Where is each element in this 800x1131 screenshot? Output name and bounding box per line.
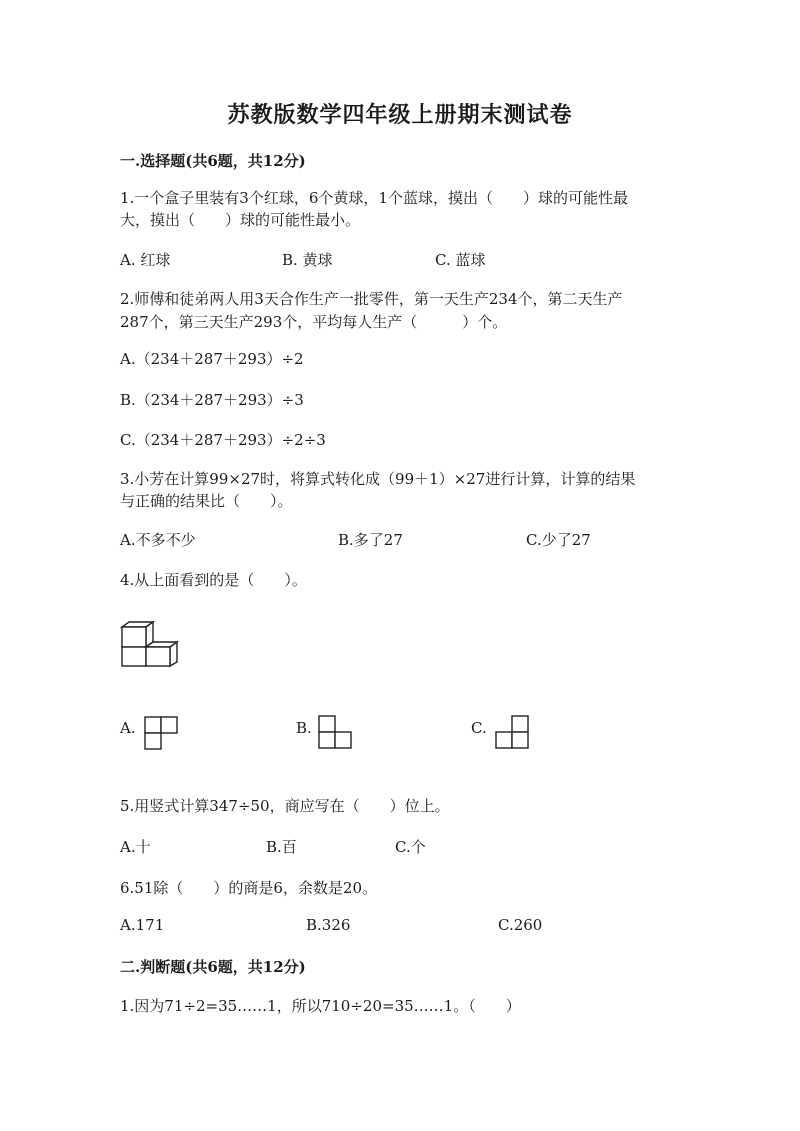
question-5-option-a: A.十 [120, 838, 151, 856]
question-4-line-1: 4.从上面看到的是（ ）。 [120, 571, 307, 589]
option-c-shape-figure [494, 714, 530, 750]
question-6-option-a: A.171 [120, 916, 165, 934]
question-2-option-c: C.（234＋287＋293）÷2÷3 [120, 431, 326, 449]
question-2-line-1: 2.师傅和徒弟两人用3天合作生产一批零件，第一天生产234个，第二天生产 [120, 290, 623, 308]
question-1-option-a: A. 红球 [120, 251, 171, 269]
question-4-option-c: C. [471, 719, 487, 737]
question-3-option-a: A.不多不少 [120, 531, 196, 549]
option-b-shape-figure [317, 714, 353, 750]
question-2-option-b: B.（234＋287＋293）÷3 [120, 391, 304, 409]
question-3-option-c: C.少了27 [526, 531, 591, 549]
question-3-line-2: 与正确的结果比（ ）。 [120, 492, 293, 510]
question-1-option-c: C. 蓝球 [435, 251, 486, 269]
question-5-option-c: C.个 [395, 838, 426, 856]
question-2-option-a: A.（234＋287＋293）÷2 [120, 350, 304, 368]
judgment-1-line-1: 1.因为71÷2=35……1，所以710÷20=35……1。（ ） [120, 997, 521, 1015]
question-6-option-c: C.260 [498, 916, 543, 934]
question-5-option-b: B.百 [266, 838, 297, 856]
question-1-option-b: B. 黄球 [282, 251, 333, 269]
question-2-line-2: 287个，第三天生产293个，平均每人生产（ ）个。 [120, 313, 508, 331]
page-title: 苏教版数学四年级上册期末测试卷 [227, 102, 573, 128]
option-a-shape-figure [143, 715, 179, 751]
question-6-line-1: 6.51除（ ）的商是6，余数是20。 [120, 879, 378, 897]
question-1-line-1: 1.一个盒子里装有3个红球，6个黄球，1个蓝球，摸出（ ）球的可能性最 [120, 189, 628, 207]
question-4-option-a: A. [120, 719, 136, 737]
question-3-option-b: B.多了27 [338, 531, 403, 549]
cube-stack-figure [118, 620, 182, 670]
section-heading-choice: 一.选择题(共6题，共12分) [120, 152, 306, 170]
section-heading-judgment: 二.判断题(共6题，共12分) [120, 958, 306, 976]
question-3-line-1: 3.小芳在计算99×27时，将算式转化成（99＋1）×27进行计算，计算的结果 [120, 470, 636, 488]
question-1-line-2: 大，摸出（ ）球的可能性最小。 [120, 211, 361, 229]
question-4-option-b: B. [296, 719, 312, 737]
question-6-option-b: B.326 [306, 916, 351, 934]
question-5-line-1: 5.用竖式计算347÷50，商应写在（ ）位上。 [120, 797, 450, 815]
